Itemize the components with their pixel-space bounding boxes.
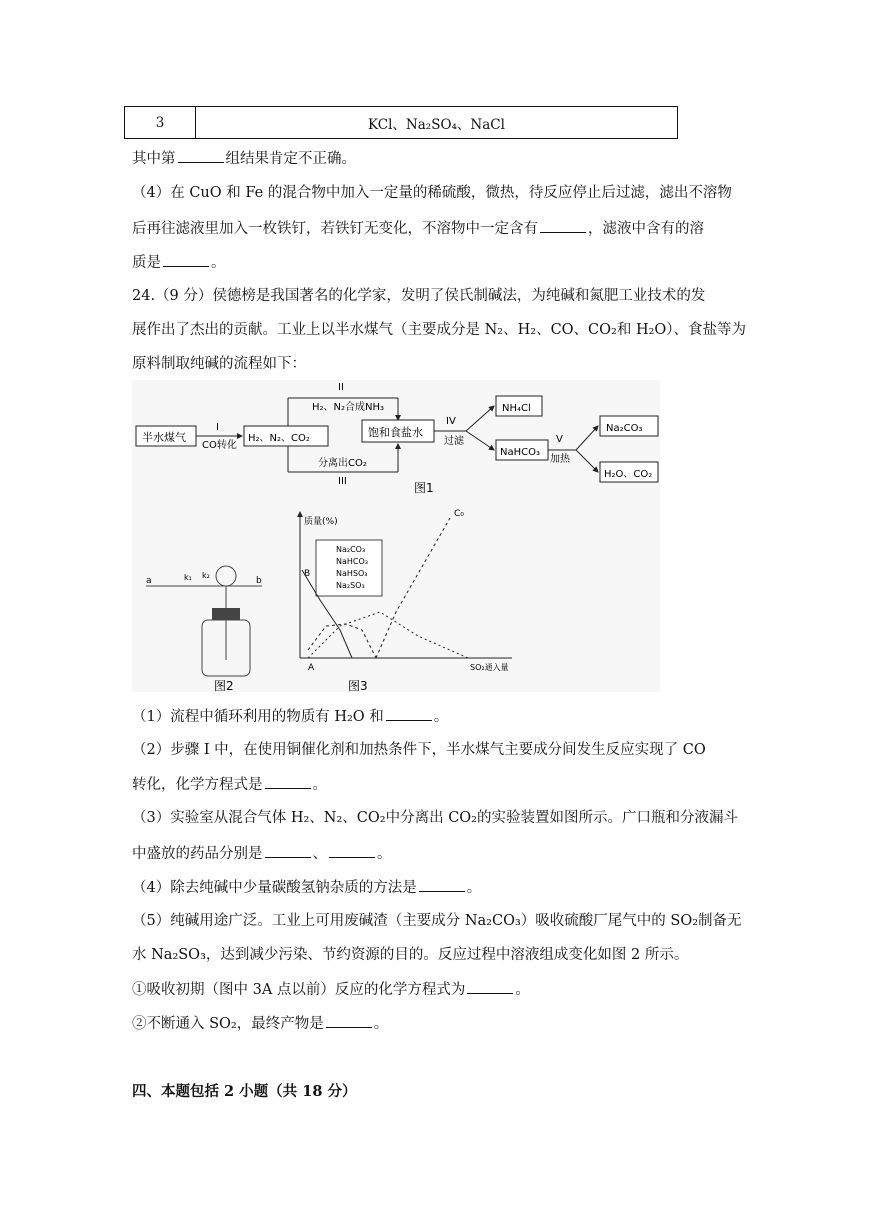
- legend-na2co3: Na₂CO₃: [336, 545, 366, 554]
- point-b: B: [304, 569, 311, 579]
- text-line: （4）在 CuO 和 Fe 的混合物中加入一定量的稀硫酸，微热，待反应停止后过滤，滤出不溶物: [132, 185, 732, 201]
- flow-nahco3-label: NaHCO₃: [500, 447, 540, 458]
- text-line: [132, 706, 448, 727]
- text-line: （2）步骤 I 中，在使用铜催化剂和加热条件下，半水煤气主要成分间发生反应实现了 CO: [132, 742, 706, 758]
- flow-mix-label: H₂、N₂、CO₂: [248, 433, 310, 444]
- text-line: 水 Na₂SO₃，达到减少污染、节约资源的目的。反应过程中溶液组成变化如图 2 所示。: [132, 947, 689, 963]
- flow-start-label: 半水煤气: [142, 431, 186, 444]
- answer-blank[interactable]: [386, 706, 432, 721]
- text-line: 展作出了杰出的贡献。工业上以半水煤气（主要成分是 N₂、H₂、CO、CO₂和 H₂O）、食盐等为: [132, 322, 747, 338]
- step3-label: III: [338, 476, 347, 487]
- text: 其中第: [132, 151, 176, 167]
- fig3-caption: 图3: [348, 679, 368, 692]
- text: （1）流程中循环利用的物质有 H₂O 和: [132, 709, 384, 725]
- table-cell-number: 3: [125, 107, 196, 139]
- fig1-caption: 图1: [414, 481, 434, 495]
- text: 中盛放的药品分别是: [132, 846, 263, 862]
- fig2-a: a: [146, 576, 152, 586]
- table-row: [125, 107, 678, 139]
- text-line: （3）实验室从混合气体 H₂、N₂、CO₂中分离出 CO₂的实验装置如图所示。广口瓶和分液漏斗: [132, 810, 738, 826]
- step1-desc: CO转化: [202, 440, 237, 451]
- flow-h2o-co2-label: H₂O、CO₂: [604, 469, 653, 480]
- answer-blank[interactable]: [326, 1013, 372, 1028]
- text-line: [132, 877, 481, 898]
- text: 。: [211, 255, 226, 271]
- text: （4）除去纯碱中少量碳酸氢钠杂质的方法是: [132, 880, 417, 896]
- funnel-bulb: [216, 566, 236, 586]
- figure-block: [132, 380, 660, 692]
- step4-desc: 过滤: [444, 436, 464, 447]
- fig3-ylabel: 质量(%): [304, 517, 338, 527]
- text-line: [132, 774, 327, 795]
- step3-desc: 分离出CO₂: [318, 458, 367, 469]
- fig2-k2: k₂: [202, 571, 210, 580]
- text-line: [132, 148, 356, 169]
- series-nahso3: [376, 518, 450, 658]
- flow-and-charts: [132, 380, 660, 692]
- point-a: A: [308, 663, 315, 673]
- flow-nh4cl-label: NH₄Cl: [502, 403, 531, 414]
- text-line: [132, 218, 704, 239]
- legend-na2so3: Na₂SO₃: [336, 581, 365, 590]
- text: 组结果肯定不正确。: [225, 151, 356, 167]
- text: ①吸收初期（图中 3A 点以前）反应的化学方程式为: [132, 982, 466, 998]
- text: 。: [312, 777, 327, 793]
- fig2-b: b: [256, 576, 262, 586]
- flow-brine-label: 饱和食盐水: [368, 426, 423, 439]
- answer-blank[interactable]: [265, 774, 311, 789]
- step2-label: II: [338, 382, 344, 393]
- text: 、: [312, 846, 327, 862]
- series-nahco3: [308, 624, 376, 658]
- text: 转化，化学方程式是: [132, 777, 263, 793]
- flow-na2co3-label: Na₂CO₃: [606, 423, 643, 434]
- step1-label: I: [216, 422, 219, 433]
- section-heading: 四、本题包括 2 小题（共 18 分）: [132, 1083, 357, 1100]
- text: ，滤液中含有的溶: [588, 221, 704, 237]
- text-line: [132, 1013, 388, 1034]
- step4-label: IV: [446, 416, 456, 427]
- step5-label: V: [556, 434, 563, 445]
- text: 质是: [132, 255, 161, 271]
- table-cell-content: KCl、Na₂SO₄、NaCl: [196, 107, 678, 139]
- text: 。: [373, 1016, 389, 1032]
- answer-blank[interactable]: [540, 218, 586, 233]
- answer-blank[interactable]: [178, 148, 224, 163]
- legend-nahso3: NaHSO₃: [336, 569, 368, 578]
- stopper: [212, 608, 240, 620]
- answer-blank[interactable]: [419, 877, 465, 892]
- answer-blank[interactable]: [265, 843, 311, 858]
- fig2-k1: k₁: [184, 573, 192, 582]
- text: 后再往滤液里加入一枚铁钉，若铁钉无变化，不溶物中一定含有: [132, 221, 538, 237]
- text-line: （5）纯碱用途广泛。工业上可用废碱渣（主要成分 Na₂CO₃）吸收硫酸厂尾气中的 SO₂制备无: [132, 913, 742, 929]
- fig2-caption: 图2: [214, 679, 234, 692]
- question-24-title: 24.（9 分）侯德榜是我国著名的化学家，发明了侯氏制碱法，为纯碱和氮肥工业技术的发: [132, 288, 706, 304]
- answer-blank[interactable]: [163, 252, 209, 267]
- text: 。: [433, 709, 449, 725]
- text: ②不断通入 SO₂，最终产物是: [132, 1016, 324, 1032]
- text: 。: [515, 982, 530, 998]
- fig3-xlabel: SO₂通入量: [470, 663, 509, 672]
- text: 。: [377, 846, 392, 862]
- text-line: [132, 252, 226, 273]
- answer-blank[interactable]: [329, 843, 375, 858]
- text-line: 原料制取纯碱的流程如下：: [132, 356, 306, 372]
- legend-nahco3: NaHCO₃: [336, 557, 368, 566]
- text-line: [132, 843, 392, 864]
- point-c: C₀: [454, 509, 464, 519]
- step5-desc: 加热: [550, 454, 570, 465]
- step2-desc: H₂、N₂合成NH₃: [312, 402, 385, 413]
- result-table: [124, 106, 678, 139]
- text-line: [132, 979, 530, 1000]
- answer-blank[interactable]: [467, 979, 513, 994]
- text: 。: [466, 880, 482, 896]
